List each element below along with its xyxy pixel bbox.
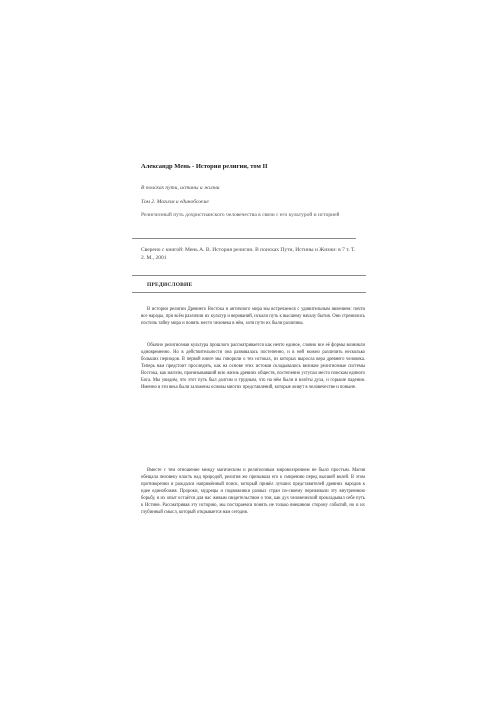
document-meta: Религиозный путь дохристианского человечества в связи с его культурой и историей: [141, 212, 340, 218]
paragraph-3: Вместе с тем отношение между магическим и религиозным мировоззрением не было простым. Магия обещала человеку власть над природой, религия же призывала его к смирению перед высшей волей. В этом противоречии и рождался напряжённый поиск, который привёл лучших представителей древних народов к идее единобожия. Пророки, мудрецы и подвижники разных стран по-своему переживали эту внутреннюю борьбу, и их опыт остаётся для нас живым свидетельством о том, как дух человеческий прокладывал себе путь к Истине. Рассматривая эту историю, мы постараемся понять не только внешнюю сторону событий, но и их глубинный смысл, который открывается нам сегодня.: [141, 468, 365, 515]
paragraph-2: Обычно религиозная культура прошлого рассматривается как нечто единое, словно все её формы возникли одновременно. Но в действительности она развивалась постепенно, и в ней можно различить несколько больших периодов. В первой книге мы говорили о тех истоках, из которых выросла вера древнего человека. Теперь нам предстоит проследить, как на основе этих истоков складывались великие религиозные системы Востока, как магизм, пронизывавший всю жизнь древних обществ, постепенно уступал место поискам единого Бога. Мы увидим, что этот путь был долгим и трудным, что на нём были и взлёты духа, и горькие падения. Именно в эти века были заложены основы многих представлений, которые живут в человечестве и поныне.: [141, 343, 365, 390]
document-title: Александр Мень - История религии, том II: [141, 163, 268, 170]
intro-note: Сверено с книгой: Мень А. В. История религии. В поисках Пути, Истины и Жизни: в 7 т. Т. 2. М., 2001: [141, 247, 356, 261]
divider-middle: [132, 275, 366, 276]
section-heading: ПРЕДИСЛОВИЕ: [147, 282, 193, 288]
document-volume: Том 2. Магизм и единобожие: [141, 199, 209, 205]
paragraph-1: В истории религии Древнего Востока и античного мира мы встречаемся с удивительным явлением: почти все народы, при всём различии их культур и верований, искали путь к высшему началу бытия. Они стремились постичь тайну мира и понять место человека в нём, хотя пути их были различны.: [141, 307, 365, 326]
divider-top: [132, 238, 356, 239]
document-subtitle: В поисках пути, истины и жизни: [141, 185, 220, 191]
divider-heading: [132, 292, 366, 293]
